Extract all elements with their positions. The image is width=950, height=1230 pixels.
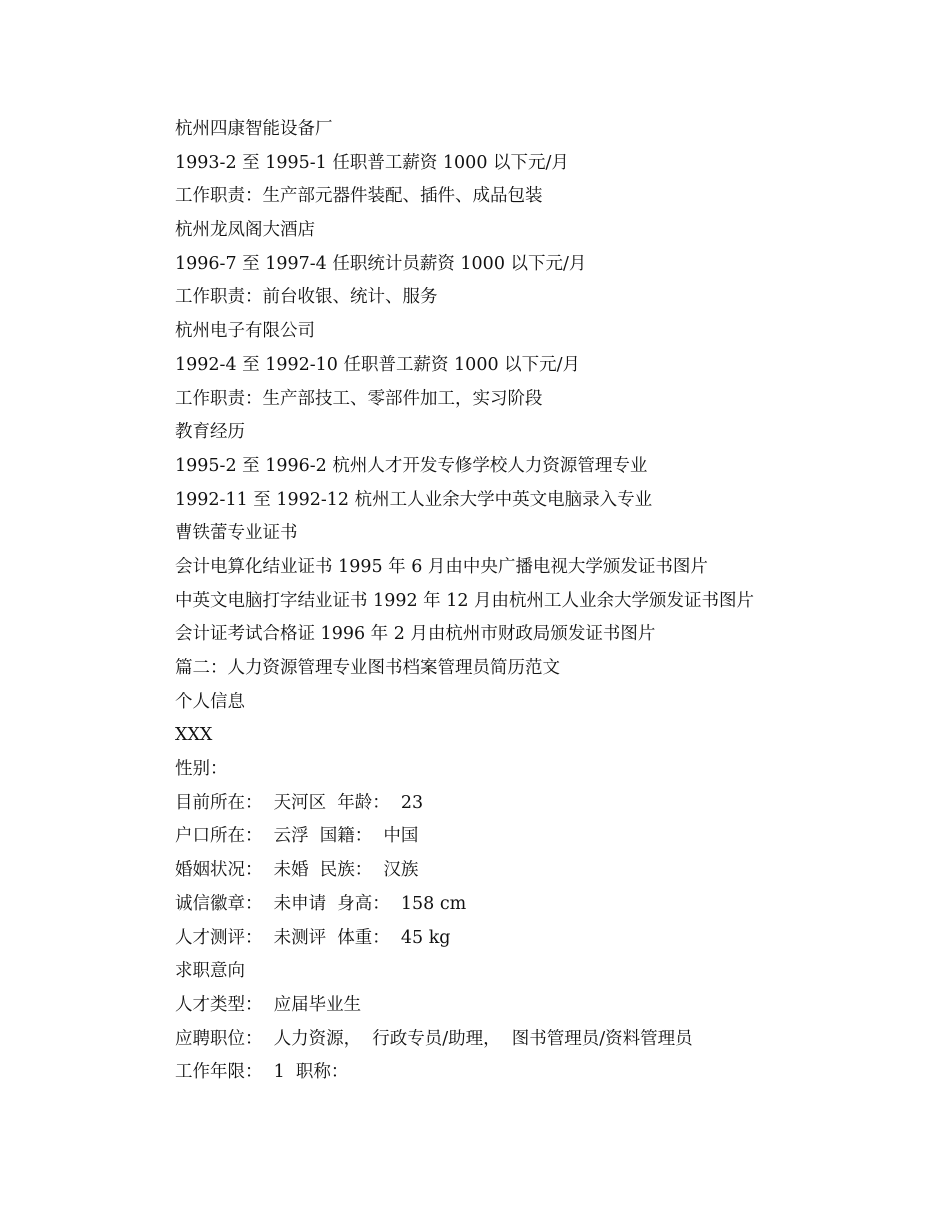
text-line: 诚信徽章： 未申请 身高： 158 cm (175, 893, 467, 914)
section-heading: 求职意向 (175, 961, 245, 982)
section-heading: 个人信息 (175, 691, 245, 712)
text-line: 婚姻状况： 未婚 民族： 汉族 (175, 860, 419, 881)
text-line: 工作职责：前台收银、统计、服务 (175, 287, 438, 308)
text-line: 杭州龙凤阁大酒店 (175, 220, 315, 241)
text-line: 户口所在： 云浮 国籍： 中国 (175, 826, 419, 847)
text-line: 杭州电子有限公司 (175, 321, 315, 342)
document-body (175, 113, 895, 1090)
text-line: 1992-11 至 1992-12 杭州工人业余大学中英文电脑录入专业 (175, 489, 653, 510)
text-line: 应聘职位： 人力资源， 行政专员/助理， 图书管理员/资料管理员 (175, 1028, 693, 1049)
text-line: 杭州四康智能设备厂 (175, 119, 333, 139)
section-heading: 篇二：人力资源管理专业图书档案管理员简历范文 (175, 658, 560, 678)
text-line: 工作年限： 1 职称： (175, 1062, 349, 1083)
text-line: 1992-4 至 1992-10 任职普工薪资 1000 以下元/月 (175, 354, 581, 375)
text-line: 人才测评： 未测评 体重： 45 kg (175, 927, 451, 948)
text-line: 目前所在： 天河区 年龄： 23 (175, 792, 424, 813)
text-line: 会计证考试合格证 1996 年 2 月由杭州市财政局颁发证书图片 (175, 624, 656, 645)
text-line: 1995-2 至 1996-2 杭州人才开发专修学校人力资源管理专业 (175, 455, 648, 476)
text-line: 会计电算化结业证书 1995 年 6 月由中央广播电视大学颁发证书图片 (175, 556, 708, 577)
text-line: 中英文电脑打字结业证书 1992 年 12 月由杭州工人业余大学颁发证书图片 (175, 590, 755, 611)
text-line: 性别： (175, 759, 228, 780)
section-heading: 教育经历 (175, 422, 245, 443)
text-line: 1996-7 至 1997-4 任职统计员薪资 1000 以下元/月 (175, 253, 587, 274)
section-heading: 曹铁蕾专业证书 (175, 523, 298, 544)
text-line: 工作职责：生产部元器件装配、插件、成品包装 (175, 186, 543, 207)
text-line: 工作职责：生产部技工、零部件加工，实习阶段 (175, 388, 543, 409)
text-line: 人才类型： 应届毕业生 (175, 994, 362, 1015)
text-line: 1993-2 至 1995-1 任职普工薪资 1000 以下元/月 (175, 152, 569, 173)
text-line: XXX (175, 725, 213, 746)
